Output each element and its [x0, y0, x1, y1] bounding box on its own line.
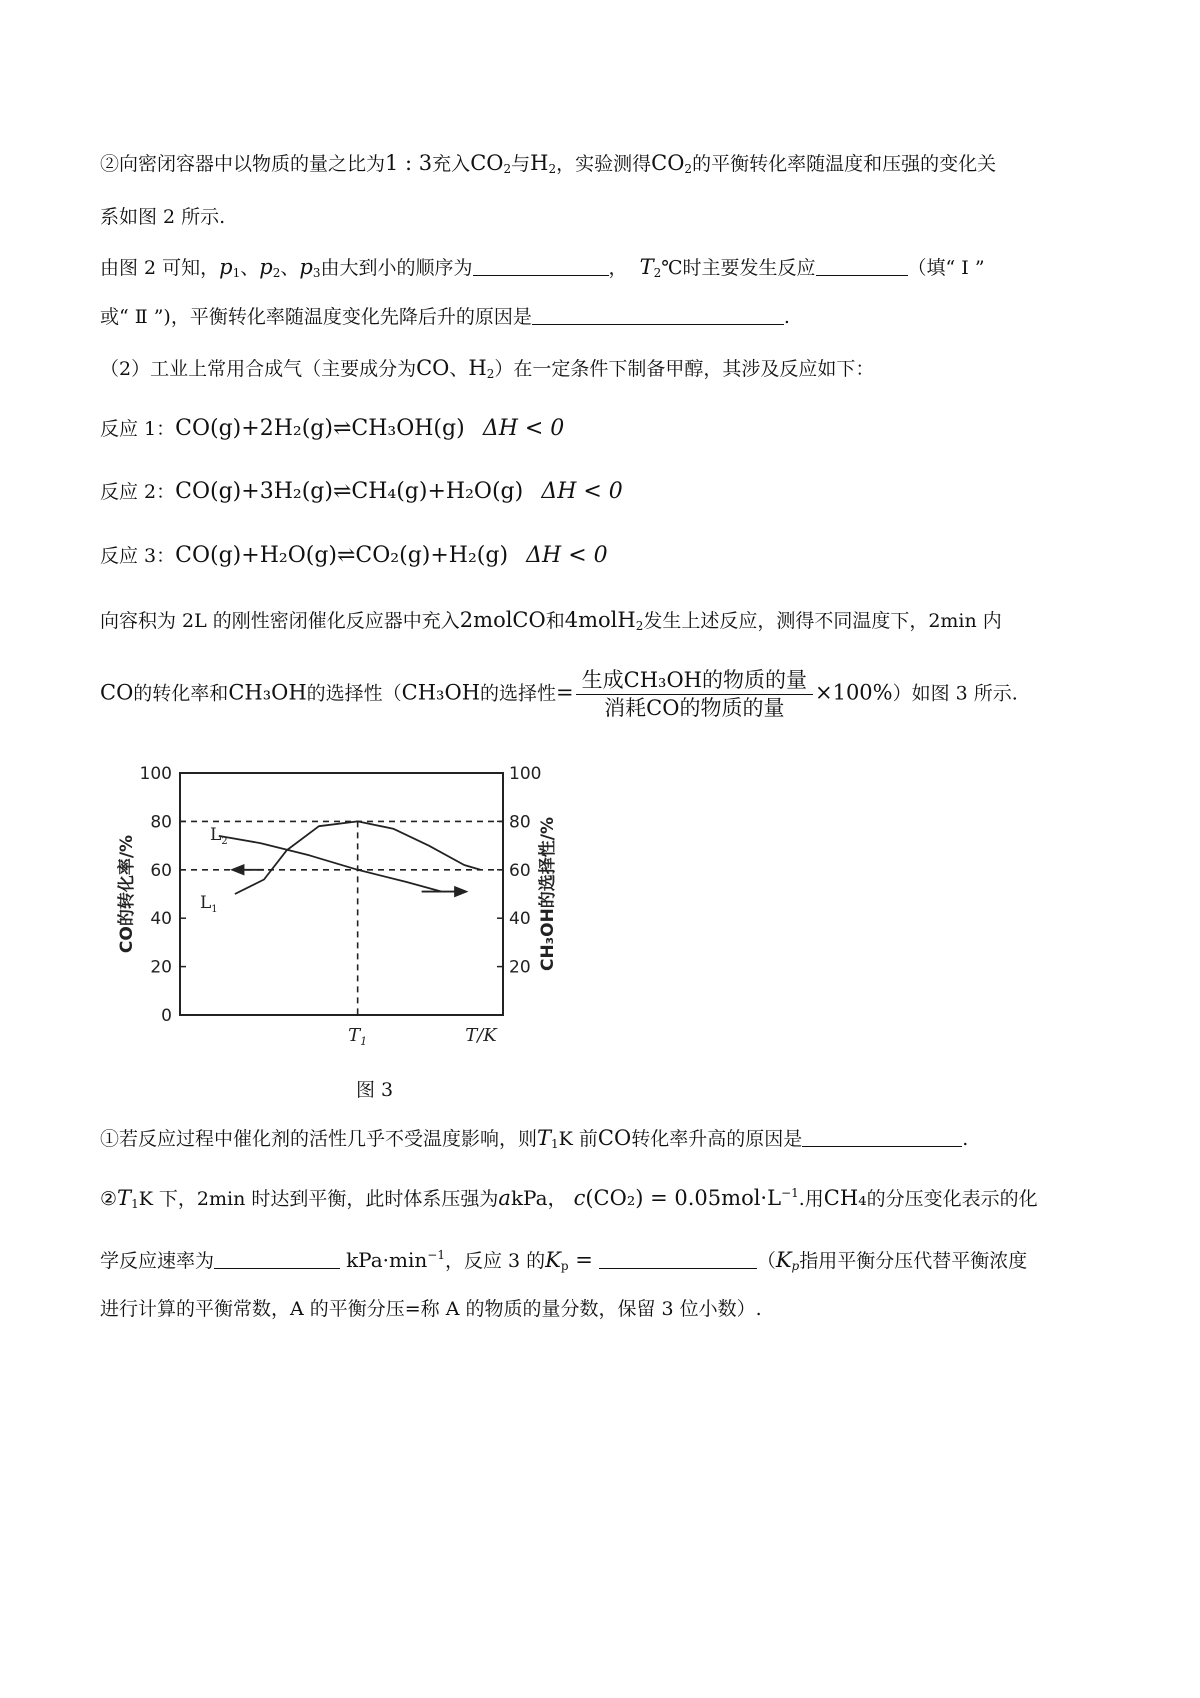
y-axis-label-right: CH₃OH的选择性/% [538, 816, 558, 972]
answer-blank[interactable] [532, 308, 784, 325]
reaction-equation: CO(g)+2H₂(g)⇌CH₃OH(g) [175, 416, 465, 441]
reaction-equation: CO(g)+3H₂(g)⇌CH₄(g)+H₂O(g) [175, 479, 524, 504]
paragraph-2-line-2: 或“ Ⅱ ”)，平衡转化率随温度变化先降后升的原因是 . [100, 306, 790, 328]
text: 由图 2 可知， [100, 257, 220, 279]
paragraph-8-line-1: 学反应速率为 $kPa\cdot\min^{-1}$，反应 3 的$K_p = (K_p$指用平衡分压代替平衡浓度 [100, 1248, 1028, 1273]
var-p: p [219, 255, 233, 279]
reaction-label: 反应 2： [100, 481, 176, 503]
figure-3-chart [117, 764, 558, 1065]
text: 充入 [432, 153, 471, 175]
reaction-3 [100, 545, 608, 567]
text: 向容积为 2L 的刚性密闭催化反应器中充入 [100, 610, 460, 632]
y-tick-label-right: 100 [509, 764, 542, 784]
selectivity-fraction [576, 670, 813, 719]
y-tick-label-left: 60 [150, 860, 172, 881]
series-line-2 [219, 836, 442, 892]
paragraph-8-line-2: 进行计算的平衡常数，A 的平衡分压=称 A 的物质的量分数，保留 3 位小数）. [100, 1298, 762, 1320]
y-tick-label-left: 20 [150, 957, 172, 978]
answer-blank[interactable] [816, 259, 908, 276]
text: 或“ Ⅱ ”)，平衡转化率随温度变化先降后升的原因是 [100, 306, 532, 328]
reaction-label: 反应 1： [100, 418, 176, 440]
reaction-label: 反应 3： [100, 545, 176, 567]
paragraph-6: ①若反应过程中催化剂的活性几乎不受温度影响，则$T_1K$ 前CO转化率升高的原因是 . [100, 1126, 969, 1151]
paragraph-1-line-2: 系如图 2 所示. [100, 206, 226, 228]
paragraph-3: （2）工业上常用合成气（主要成分为CO、$H_2$）在一定条件下制备甲醇，其涉及反应如下： [100, 356, 875, 381]
plot-frame [180, 773, 503, 1015]
answer-blank[interactable] [214, 1252, 340, 1269]
text: （填“ Ⅰ ” [907, 257, 985, 279]
text: ①若反应过程中催化剂的活性几乎不受温度影响，则 [100, 1128, 538, 1150]
formula-co2: CO [470, 151, 504, 175]
text: ）在一定条件下制备甲醇，其涉及反应如下： [494, 358, 875, 380]
y-tick-label-left: 0 [161, 1006, 172, 1026]
paragraph-4: 向容积为 2L 的刚性密闭催化反应器中充入2molCO和4molH$_2$发生上述反应，测得不同温度下，2min 内 [100, 608, 1002, 633]
paragraph-7: $②T_1K$ 下，2min 时达到平衡，此时体系压强为akPa， $c(CO_2) = 0.05mol\cdot L^{-1}$.用CH₄的分压变化表示的化 [100, 1186, 1038, 1211]
text: ，实验测得 [556, 153, 652, 175]
answer-blank[interactable] [599, 1252, 757, 1269]
text: 与 [511, 153, 531, 175]
enthalpy: ΔH < 0 [526, 543, 608, 568]
x-tick-label: $T_1$ [348, 1025, 368, 1048]
paragraph-1-line-1: ②向密闭容器中以物质的量之比为1 : 3充入$CO_2$与$H_2$，实验测得$CO_2$的平衡转化率随温度和压强的变化关 [100, 151, 997, 176]
series-label-l2: $L_2$ [210, 824, 228, 847]
y-axis-label-left: CO的转化率/% [117, 834, 137, 954]
paragraph-2-line-1: 由图 2 可知，$p_1$、$p_2$、$p_3$由大到小的顺序为 ， $T_2℃$时主要发生反应 （填“ Ⅰ ” [100, 255, 985, 280]
y-tick-label-right: 20 [509, 957, 531, 978]
text: 发生上述反应，测得不同温度下，2min 内 [643, 610, 1002, 632]
enthalpy: ΔH < 0 [541, 479, 623, 504]
series-label-l1: $L_1$ [200, 893, 218, 915]
paragraph-5: CO的转化率和CH₃OH的选择性（CH₃OH的选择性= $\frac{\text{生成CH₃OH的物质的量}}{\text{消耗CO的物质的量}}$ ×100%）如图 3 所示. [100, 668, 1018, 720]
reaction-1 [100, 418, 564, 440]
text: 的平衡转化率随温度和压强的变化关 [692, 153, 997, 175]
formula-co2: CO [651, 151, 685, 175]
y-tick-label-left: 80 [150, 812, 172, 833]
fraction-denominator: 消耗CO的物质的量 [604, 696, 785, 720]
formula-h2: H [530, 151, 549, 175]
figure-caption: 图 3 [356, 1079, 394, 1101]
text: （2）工业上常用合成气（主要成分为 [100, 358, 417, 380]
reaction-2 [100, 481, 623, 503]
text: ②向密闭容器中以物质的量之比为 [100, 153, 386, 175]
text: 由大到小的顺序为 [320, 257, 473, 279]
y-tick-label-right: 60 [509, 860, 531, 881]
ratio: 1 : 3 [385, 151, 433, 175]
answer-blank[interactable] [473, 259, 609, 276]
answer-blank[interactable] [802, 1130, 962, 1147]
enthalpy: ΔH < 0 [482, 416, 565, 441]
y-tick-label-left: 40 [150, 909, 172, 930]
fraction-numerator: 生成CH₃OH的物质的量 [576, 670, 813, 695]
text: ℃时主要发生反应 [661, 257, 816, 279]
y-tick-label-right: 40 [509, 909, 531, 930]
reaction-equation: CO(g)+H₂O(g)⇌CO₂(g)+H₂(g) [175, 543, 509, 568]
x-axis-label: T/K [465, 1025, 497, 1046]
y-tick-label-left: 100 [139, 764, 172, 784]
y-tick-label-right: 80 [509, 812, 531, 833]
